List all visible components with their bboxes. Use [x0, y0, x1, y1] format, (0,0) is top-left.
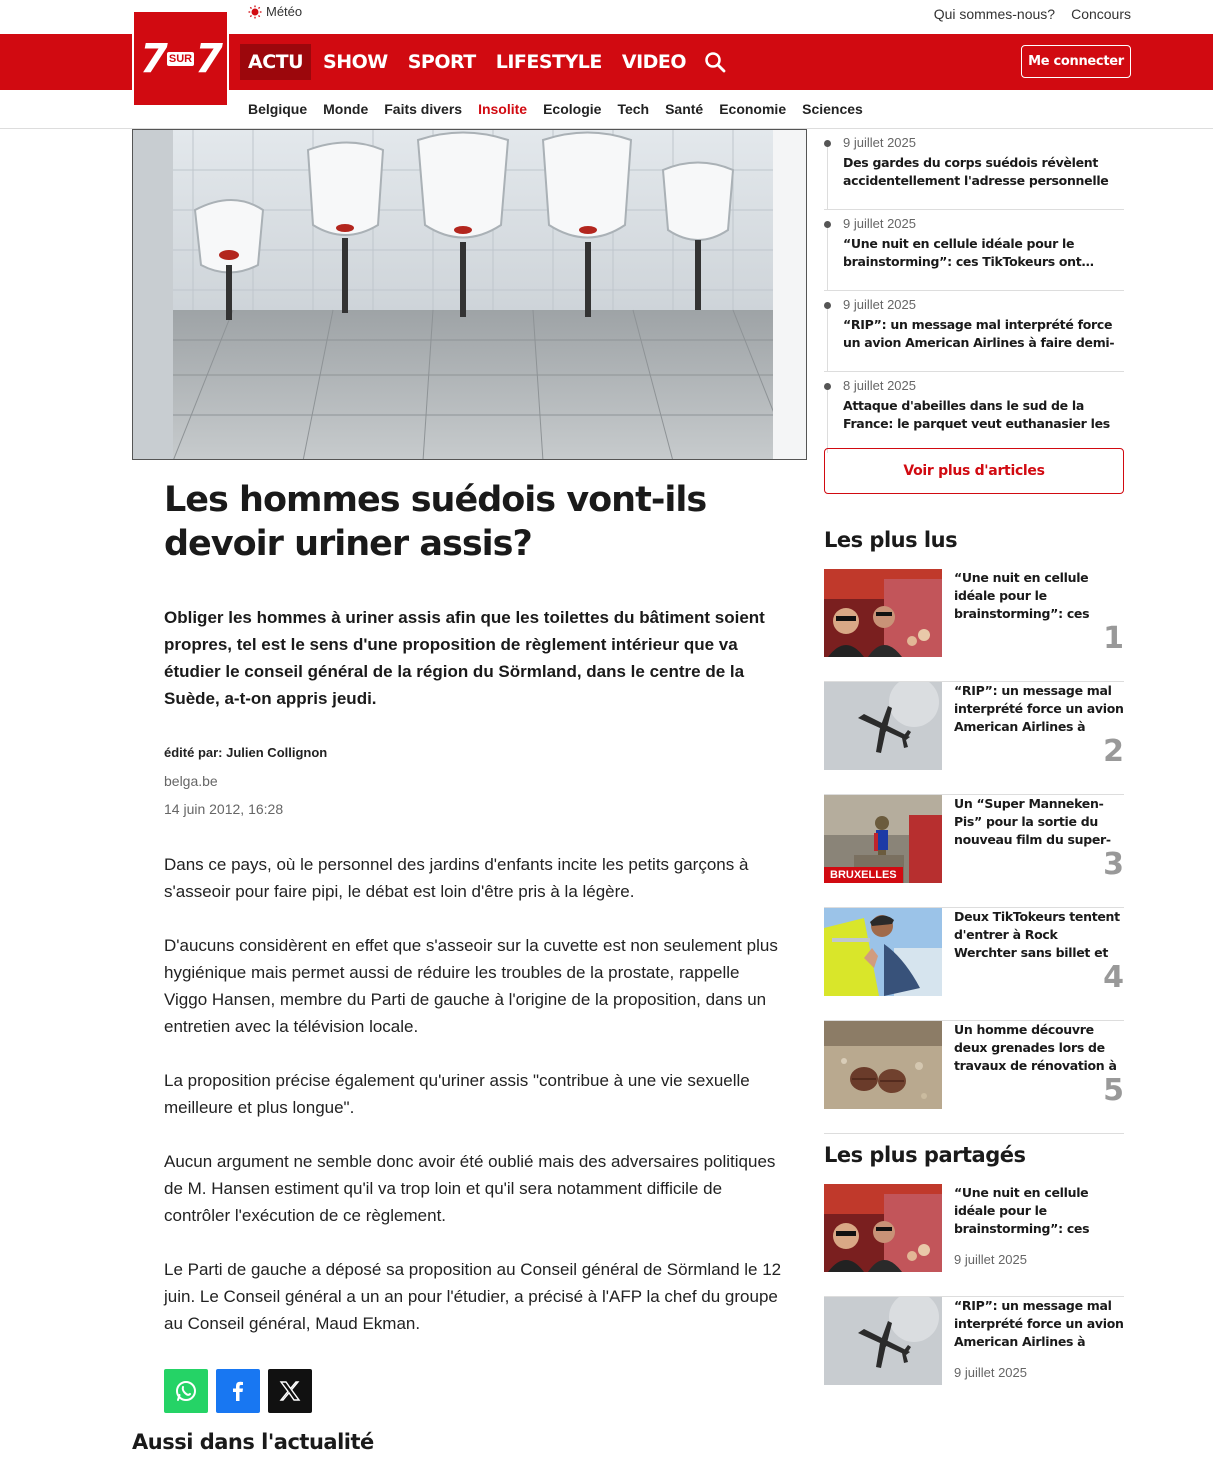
most-read-item[interactable] — [824, 795, 1124, 908]
most-shared-thumbnail[interactable] — [824, 1297, 942, 1385]
subnav-monde[interactable]: Monde — [323, 101, 369, 117]
subnav-sante[interactable]: Santé — [665, 101, 704, 117]
meteo-link[interactable] — [248, 4, 302, 19]
subnav-ecologie[interactable]: Ecologie — [543, 101, 602, 117]
most-read-item-title[interactable]: “Une nuit en cellule idéale pour le brainstorming”: ces — [954, 570, 1090, 621]
most-read-rank: 2 — [1103, 734, 1124, 769]
nav-lifestyle[interactable]: LIFESTYLE — [495, 51, 602, 73]
most-read-item-title[interactable]: Un homme découvre deux grenades lors de travaux de rénovation à — [954, 1022, 1117, 1073]
most-read-item[interactable] — [824, 569, 1124, 682]
top-links — [934, 6, 1131, 22]
logo-seven-left: 7 — [140, 35, 166, 82]
most-shared-item[interactable] — [824, 1297, 1124, 1410]
timeline-title[interactable]: Attaque d'abeilles dans le sud de la France: le parquet veut euthanasier les — [843, 398, 1110, 431]
most-read-item[interactable] — [824, 1021, 1124, 1134]
site-logo[interactable] — [132, 10, 229, 107]
most-shared-item-title[interactable]: “Une nuit en cellule idéale pour le brainstorming”: ces — [954, 1185, 1090, 1236]
most-read-rank: 1 — [1103, 621, 1124, 656]
about-link[interactable]: Qui sommes-nous? — [933, 6, 1056, 22]
search-icon[interactable] — [704, 51, 726, 73]
article-paragraph: Le Parti de gauche a déposé sa proposition au Conseil général de Sörmland le 12 juin. Le Conseil général a un an pour l'étudier, a précisé à l'AFP la chef du groupe au Conseil général, Maud Ekman. — [164, 1260, 782, 1333]
most-read-item-title[interactable]: “RIP”: un message mal interprété force un avion American Airlines à — [954, 683, 1124, 734]
login-button[interactable]: Me connecter — [1021, 45, 1131, 78]
grenades-photo — [824, 1021, 942, 1109]
timeline-item[interactable] — [824, 129, 1124, 210]
hero-image — [132, 129, 807, 460]
most-read-thumbnail[interactable] — [824, 908, 942, 996]
timeline-title[interactable]: “RIP”: un message mal interprété force un avion American Airlines à faire demi- — [843, 317, 1115, 350]
timeline-item[interactable] — [824, 291, 1124, 372]
facebook-icon — [226, 1379, 250, 1403]
airplane-photo — [824, 1297, 942, 1385]
logo-sur: SUR — [168, 52, 193, 65]
most-read-title: Les plus lus — [824, 528, 958, 552]
timeline-title[interactable]: “Une nuit en cellule idéale pour le brainstorming”: ces TikTokeurs ont… — [843, 236, 1094, 269]
meteo-label: Météo — [266, 4, 303, 19]
subnav-tech[interactable]: Tech — [617, 101, 650, 117]
most-read-rank: 3 — [1103, 847, 1124, 882]
most-read-item[interactable] — [824, 682, 1124, 795]
contest-link[interactable]: Concours — [1071, 6, 1131, 22]
article-paragraph: Aucun argument ne semble donc avoir été oublié mais des adversaires politiques de M. Hansen estiment qu'il va trop loin et qu'il sera notamment difficile de contrôler l'exécution de ce règlement. — [164, 1152, 776, 1225]
rock-werchter-photo — [824, 908, 942, 996]
most-shared-item-date: 9 juillet 2025 — [954, 1365, 1027, 1380]
x-icon — [279, 1380, 301, 1402]
article-source: belga.be — [164, 773, 218, 789]
article-lead: Obliger les hommes à uriner assis afin que les toilettes du bâtiment soient propres, tel est le sens d'une proposition de règlement intérieur que va étudier le conseil général de la région du Sörmland, dans le centre de la Suède, a-t-on appris jeudi. — [164, 608, 765, 708]
most-shared-thumbnail[interactable] — [824, 1184, 942, 1272]
article-editor: édité par: Julien Collignon — [164, 745, 328, 760]
article-paragraph: La proposition précise également qu'uriner assis "contribue à une vie sexuelle meilleure et plus longue". — [164, 1071, 750, 1117]
logo-seven-right: 7 — [195, 35, 221, 82]
article-date: 14 juin 2012, 16:28 — [164, 801, 284, 817]
nav-show[interactable]: SHOW — [323, 51, 388, 73]
most-read-thumbnail[interactable] — [824, 569, 942, 657]
more-articles-button[interactable]: Voir plus d'articles — [824, 448, 1124, 494]
share-buttons — [164, 1369, 312, 1413]
timeline-date: 9 juillet 2025 — [843, 216, 916, 231]
weather-icon — [248, 5, 262, 19]
timeline-item[interactable] — [824, 372, 1124, 453]
most-shared-item-date: 9 juillet 2025 — [954, 1252, 1027, 1267]
subnav-insolite[interactable]: Insolite — [478, 101, 528, 117]
urinals-photo — [133, 130, 807, 460]
sub-nav-items — [248, 101, 863, 117]
most-read-rank: 4 — [1103, 960, 1124, 995]
also-in-news-title: Aussi dans l'actualité — [132, 1430, 374, 1454]
main-nav — [240, 44, 726, 80]
location-badge: BRUXELLES — [824, 867, 903, 883]
airplane-photo — [824, 682, 942, 770]
most-read-thumbnail[interactable] — [824, 795, 942, 883]
timeline-date: 8 juillet 2025 — [843, 378, 916, 393]
most-shared-item[interactable] — [824, 1184, 1124, 1297]
most-read-item-title[interactable]: Un “Super Manneken-Pis” pour la sortie du nouveau film du super- — [954, 796, 1111, 847]
article-paragraph: Dans ce pays, où le personnel des jardins d'enfants incite les petits garçons à s'asseoir pour faire pipi, le débat est loin d'être pris à la légère. — [164, 855, 749, 901]
nav-video[interactable]: VIDEO — [621, 51, 687, 73]
timeline-date: 9 juillet 2025 — [843, 297, 916, 312]
most-shared-item-title[interactable]: “RIP”: un message mal interprété force un avion American Airlines à — [954, 1298, 1124, 1349]
most-read-thumbnail[interactable] — [824, 682, 942, 770]
whatsapp-share-button[interactable] — [164, 1369, 208, 1413]
most-shared-title: Les plus partagés — [824, 1143, 1026, 1167]
timeline-item[interactable] — [824, 210, 1124, 291]
nav-actu[interactable]: ACTU — [240, 44, 311, 80]
subnav-economie[interactable]: Economie — [719, 101, 787, 117]
tiktokers-photo — [824, 1184, 942, 1272]
timeline-date: 9 juillet 2025 — [843, 135, 916, 150]
tiktokers-photo — [824, 569, 942, 657]
whatsapp-icon — [174, 1379, 198, 1403]
most-read-item-title[interactable]: Deux TikTokeurs tentent d'entrer à Rock Werchter sans billet et — [954, 909, 1120, 960]
subnav-belgique[interactable]: Belgique — [248, 101, 308, 117]
x-share-button[interactable] — [268, 1369, 312, 1413]
sidebar-timeline — [824, 129, 1124, 453]
article-paragraph: D'aucuns considèrent en effet que s'asseoir sur la cuvette est non seulement plus hygiénique mais permet aussi de réduire les troubles de la prostate, rappelle Viggo Hansen, membre du Parti de gauche à l'origine de la proposition, dans un entretien avec la télévision locale. — [164, 936, 778, 1036]
nav-sport[interactable]: SPORT — [407, 51, 476, 73]
most-read-thumbnail[interactable] — [824, 1021, 942, 1109]
timeline-title[interactable]: Des gardes du corps suédois révèlent accidentellement l'adresse personnelle — [843, 155, 1109, 188]
subnav-faits-divers[interactable]: Faits divers — [384, 101, 463, 117]
most-read-item[interactable] — [824, 908, 1124, 1021]
article-body — [164, 851, 784, 1364]
article-headline: Les hommes suédois vont-ils devoir uriner assis? — [164, 480, 707, 564]
most-read-rank: 5 — [1103, 1073, 1124, 1108]
subnav-sciences[interactable]: Sciences — [802, 101, 863, 117]
facebook-share-button[interactable] — [216, 1369, 260, 1413]
